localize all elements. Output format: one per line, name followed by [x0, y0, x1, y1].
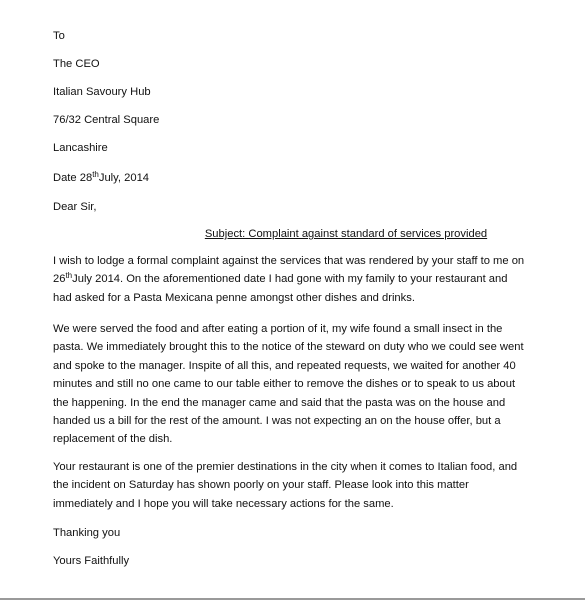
paragraph-3-line: immediately and I hope you will take necessary actions for the same.	[53, 497, 394, 510]
paragraph-3-line: the incident on Saturday has shown poorly on your staff. Please look into this matter	[53, 479, 469, 492]
p1-line2-suffix: July 2014. On the aforementioned date I had gone with my family to your restaurant and	[72, 273, 508, 286]
paragraph-3-line: Your restaurant is one of the premier destinations in the city when it comes to Italian food, and	[53, 461, 518, 473]
paragraph-1-line: I wish to lodge a formal complaint against the services that was rendered by your staff to me on	[53, 255, 525, 267]
paragraph-3	[53, 458, 518, 513]
p1-date-sup: th	[65, 271, 73, 281]
subject-text: Subject: Complaint against standard of services provided	[204, 228, 488, 240]
paragraph-2	[53, 320, 524, 449]
recipient-line: The CEO	[53, 58, 100, 70]
subject-line	[0, 227, 585, 241]
closing-thanks: Thanking you	[53, 527, 121, 539]
paragraph-2-line: handed us a bill for the rest of the amount. I was not expecting an on the house offer, but a	[53, 415, 501, 428]
to-line: To	[53, 30, 65, 42]
street-line: 76/32 Central Square	[53, 114, 160, 126]
paragraph-2-line: We were served the food and after eating a portion of it, my wife found a small insect in the	[53, 323, 503, 335]
paragraph-1-line: had asked for a Pasta Mexicana penne amongst other dishes and drinks.	[53, 291, 415, 304]
paragraph-2-line: minutes and still no one came to our table either to remove the dishes or to speak to us about	[53, 378, 516, 391]
paragraph-2-line: and spoke to the manager. Inspite of all this, and repeated requests, we waited for another 40	[53, 359, 516, 372]
p1-date-prefix: 26	[53, 273, 66, 286]
paragraph-2-line: replacement of the dish.	[53, 433, 173, 446]
salutation: Dear Sir,	[53, 201, 97, 213]
date-suffix: July, 2014	[98, 172, 150, 184]
date-prefix: Date 28	[53, 172, 93, 184]
county-line: Lancashire	[53, 142, 108, 154]
paragraph-2-line: the happening. In the end the manager came and said that the pasta was on the house and	[53, 396, 506, 409]
company-line: Italian Savoury Hub	[53, 86, 151, 98]
paragraph-1-line	[53, 270, 513, 288]
closing-signoff: Yours Faithfully	[53, 555, 130, 567]
paragraph-2-line: pasta. We immediately brought this to the notice of the steward on duty who we could see went	[53, 341, 524, 354]
paragraph-1	[53, 252, 525, 307]
date-sup: th	[92, 170, 99, 179]
date-line	[53, 171, 149, 185]
